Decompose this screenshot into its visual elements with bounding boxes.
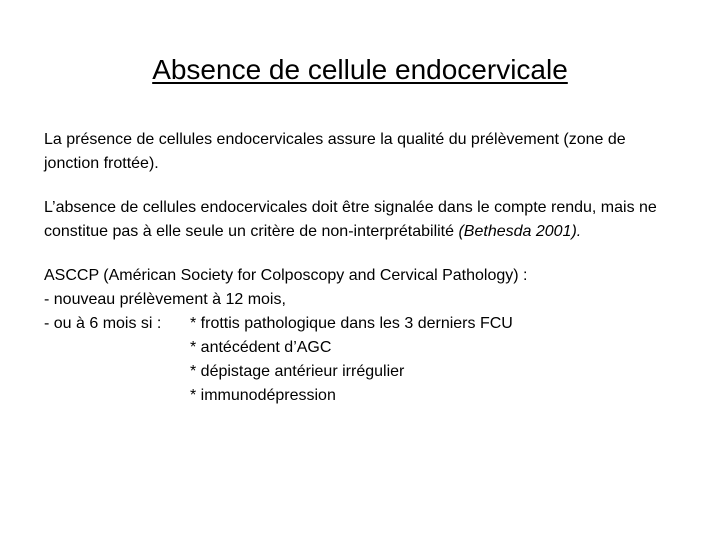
slide-title: Absence de cellule endocervicale: [152, 54, 568, 85]
slide-body: [44, 128, 684, 408]
condition-item: * immunodépression: [190, 387, 336, 404]
condition-item: * antécédent d’AGC: [190, 339, 332, 356]
spacer: [44, 244, 684, 264]
spacer: [44, 176, 684, 196]
condition-item: * frottis pathologique dans les 3 derniers FCU: [190, 315, 513, 332]
bullet-six-months: [44, 312, 684, 336]
bethesda-citation: (Bethesda 2001).: [458, 223, 582, 240]
condition-item: * dépistage antérieur irrégulier: [190, 363, 405, 380]
paragraph-quality: La présence de cellules endocervicales assure la qualité du prélèvement (zone de jonction frottée).: [44, 131, 626, 172]
bullet-new-sample: - nouveau prélèvement à 12 mois,: [44, 291, 286, 308]
bullet-six-months-lead: - ou à 6 mois si :: [44, 315, 162, 332]
asccp-heading: ASCCP (Américan Society for Colposcopy and Cervical Pathology) :: [44, 267, 528, 284]
paragraph-absence: [44, 196, 684, 244]
paragraph-absence-text: L’absence de cellules endocervicales doit être signalée dans le compte rendu, mais ne constitue pas à elle seule un critère de non-interprétabilité: [44, 199, 657, 240]
